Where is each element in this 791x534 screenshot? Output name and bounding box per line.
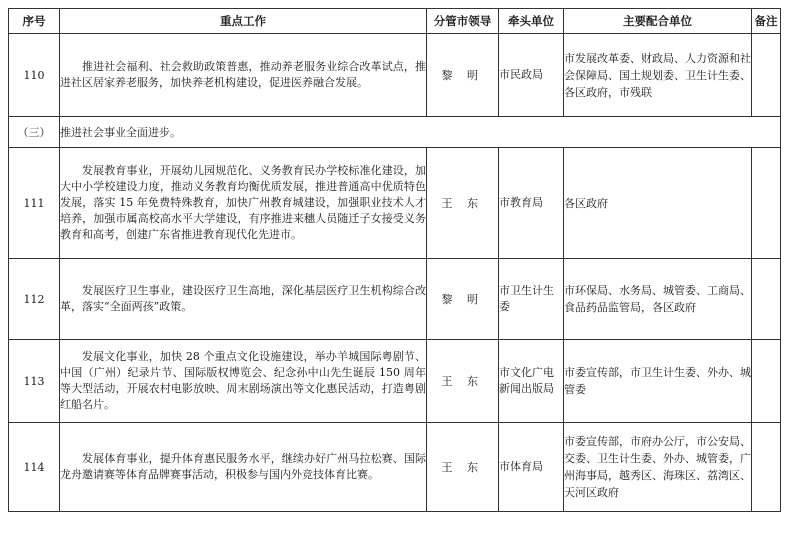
row-leader: 王 东 bbox=[427, 423, 499, 512]
section-row bbox=[9, 117, 781, 148]
row-notes bbox=[752, 259, 781, 340]
row-partners: 市环保局、水务局、城管委、工商局、食品药品监管局，各区政府 bbox=[564, 259, 752, 340]
row-seq: 114 bbox=[9, 423, 60, 512]
header-seq: 序号 bbox=[9, 9, 60, 34]
table-row bbox=[9, 259, 781, 340]
table-row bbox=[9, 34, 781, 117]
row-notes bbox=[752, 340, 781, 423]
row-partners: 市委宣传部，市府办公厅，市公安局、交委、卫生计生委、外办、城管委，广州海事局，越秀区、海珠区、荔湾区、天河区政府 bbox=[564, 423, 752, 512]
row-seq: 110 bbox=[9, 34, 60, 117]
row-partners: 市委宣传部，市卫生计生委、外办、城管委 bbox=[564, 340, 752, 423]
row-partners: 市发展改革委、财政局、人力资源和社会保障局、国土规划委、卫生计生委、各区政府，市残联 bbox=[564, 34, 752, 117]
header-lead-unit: 牵头单位 bbox=[499, 9, 564, 34]
row-lead-unit: 市体育局 bbox=[499, 423, 564, 512]
row-leader: 王 东 bbox=[427, 340, 499, 423]
row-task bbox=[60, 34, 427, 117]
header-notes: 备注 bbox=[752, 9, 781, 34]
section-title: 推进社会事业全面进步。 bbox=[60, 117, 781, 148]
section-number: （三） bbox=[9, 117, 60, 148]
row-task bbox=[60, 148, 427, 259]
row-seq: 111 bbox=[9, 148, 60, 259]
task-text: 发展文化事业，加快 28 个重点文化设施建设，举办羊城国际粤剧节、中国（广州）纪录片节、国际版权博览会、纪念孙中山先生诞辰 150 周年等大型活动，开展农村电影放映、周末剧场演出等文化惠民活动，打造粤剧红船名片。 bbox=[60, 350, 426, 411]
work-table bbox=[8, 8, 781, 512]
task-text: 发展教育事业，开展幼儿园规范化、义务教育民办学校标准化建设，加大中小学校建设力度，推动义务教育均衡优质发展，推进普通高中优质特色发展，落实 15 年免费特殊教育，加快广州教育城建设，加强职业技术人才培养，加强市属高校高水平大学建设，有序推进来穗人员随迁子女接受义务教育和高考，创建广东省推进教育现代化先进市。 bbox=[60, 164, 426, 241]
table-row bbox=[9, 423, 781, 512]
task-text: 发展体育事业，提升体育惠民服务水平，继续办好广州马拉松赛、国际龙舟邀请赛等体育品牌赛事活动，积极参与国内外竞技体育比赛。 bbox=[60, 452, 426, 481]
row-leader: 黎 明 bbox=[427, 34, 499, 117]
row-notes bbox=[752, 34, 781, 117]
row-leader: 王 东 bbox=[427, 148, 499, 259]
header-leader: 分管市领导 bbox=[427, 9, 499, 34]
row-notes bbox=[752, 423, 781, 512]
task-text: 推进社会福利、社会救助政策普惠，推动养老服务业综合改革试点，推进社区居家养老服务，加快养老机构建设，促进医养融合发展。 bbox=[60, 60, 426, 89]
row-lead-unit: 市教育局 bbox=[499, 148, 564, 259]
row-task bbox=[60, 259, 427, 340]
row-lead-unit: 市卫生计生委 bbox=[499, 259, 564, 340]
row-partners: 各区政府 bbox=[564, 148, 752, 259]
row-task bbox=[60, 423, 427, 512]
row-lead-unit: 市文化广电新闻出版局 bbox=[499, 340, 564, 423]
header-partners: 主要配合单位 bbox=[564, 9, 752, 34]
row-leader: 黎 明 bbox=[427, 259, 499, 340]
table-row bbox=[9, 340, 781, 423]
task-text: 发展医疗卫生事业，建设医疗卫生高地，深化基层医疗卫生机构综合改革，落实“全面两孩”政策。 bbox=[60, 284, 426, 313]
row-seq: 113 bbox=[9, 340, 60, 423]
row-lead-unit: 市民政局 bbox=[499, 34, 564, 117]
table-row bbox=[9, 148, 781, 259]
row-task bbox=[60, 340, 427, 423]
row-seq: 112 bbox=[9, 259, 60, 340]
header-task: 重点工作 bbox=[60, 9, 427, 34]
table-header-row bbox=[9, 9, 781, 34]
row-notes bbox=[752, 148, 781, 259]
